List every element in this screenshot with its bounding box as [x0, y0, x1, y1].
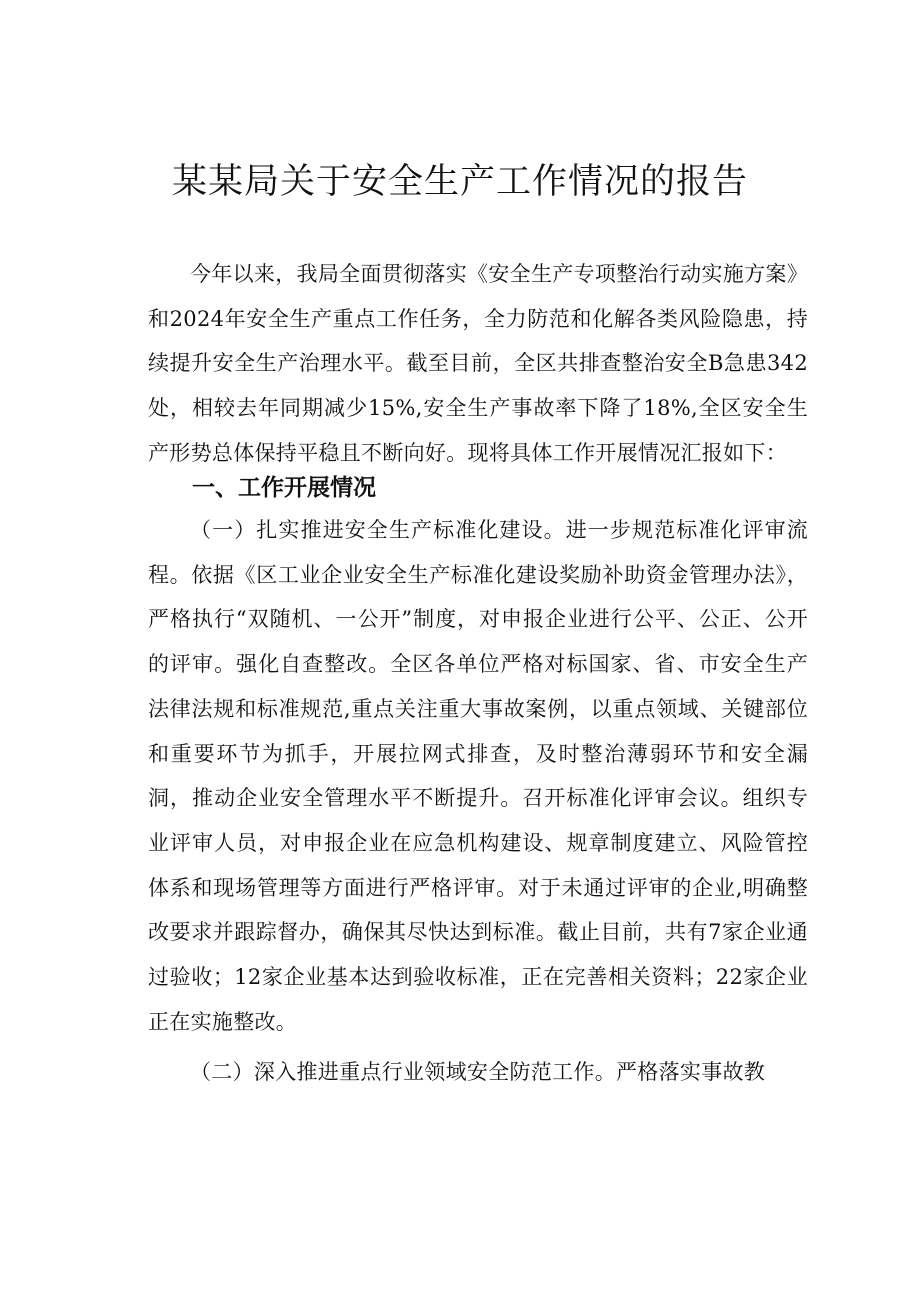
intro-paragraph: 今年以来，我局全面贯彻落实《安全生产专项整治行动实施方案》和2024年安全生产重点工作任务，全力防范和化解各类风险隐患，持续提升安全生产治理水平。截至目前，全区共排查整治安全B急患342处，相较去年同期减少15%,安全生产事故率下降了18%,全区安全生产形势总体保持平稳且不断向好。现将具体工作开展情况汇报如下： [148, 262, 808, 465]
document-title: 某某局关于安全生产工作情况的报告 [171, 162, 748, 202]
section-item-key-industries: （二）深入推进重点行业领域安全防范工作。严格落实事故教 [190, 1060, 766, 1084]
section-item-standardization: （一）扎实推进安全生产标准化建设。进一步规范标准化评审流程。依据《区工业企业安全生产标准化建设奖励补助资金管理办法》，严格执行“双随机、一公开”制度，对申报企业进行公平、公正、公开的评审。强化自查整改。全区各单位严格对标国家、省、市安全生产法律法规和标准规范,重点关注重大事故案例，以重点领域、关键部位和重要环节为抓手，开展拉网式排查，及时整治薄弱环节和安全漏洞，推动企业安全管理水平不断提升。召开标准化评审会议。组织专业评审人员，对申报企业在应急机构建设、规章制度建立、风险管控体系和现场管理等方面进行严格评审。对于未通过评审的企业,明确整改要求并跟踪督办，确保其尽快达到标准。截止目前，共有7家企业通过验收；12家企业基本达到验收标准，正在完善相关资料；22家企业正在实施整改。 [148, 518, 808, 1034]
section-heading-work-status: 一、工作开展情况 [192, 475, 376, 501]
